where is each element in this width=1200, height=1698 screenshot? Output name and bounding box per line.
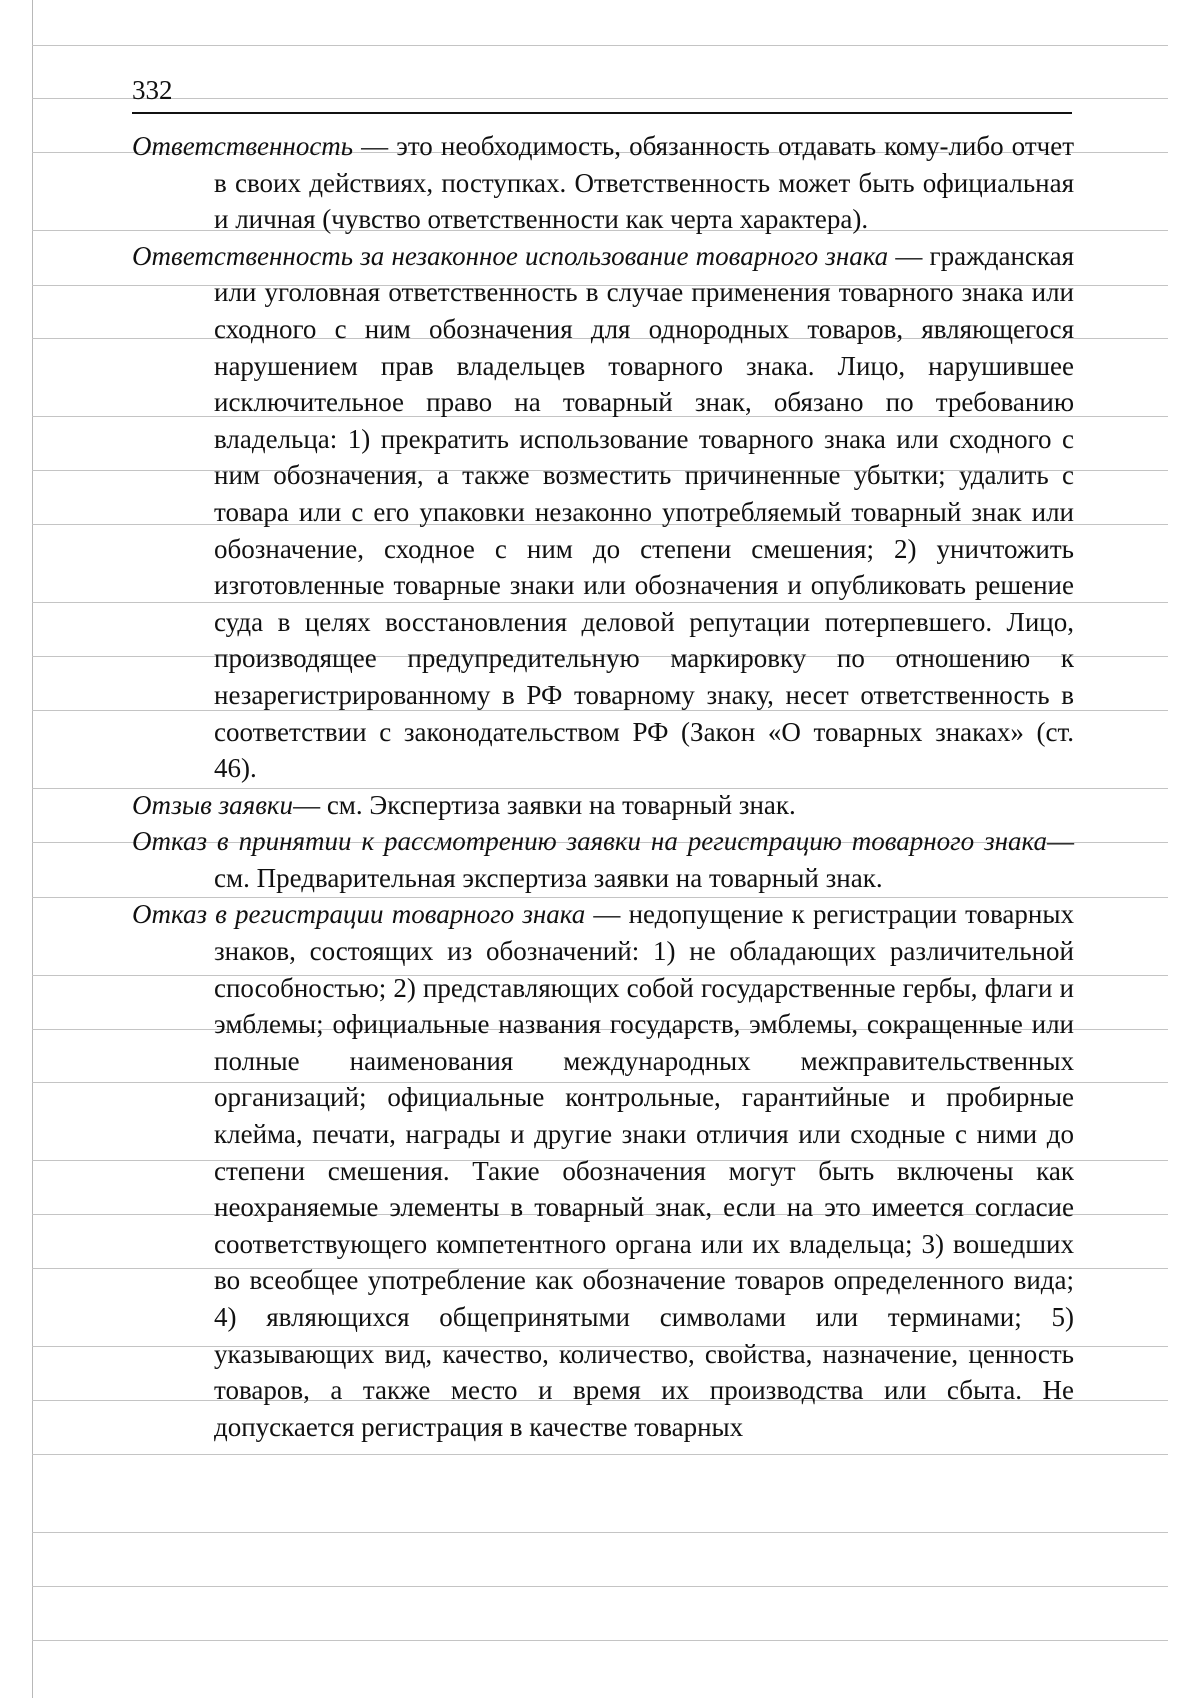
glossary-entry xyxy=(132,787,1074,824)
glossary-entry xyxy=(132,238,1074,787)
page-left-border xyxy=(32,0,33,1698)
entry-term: Ответственность xyxy=(132,131,354,161)
glossary-entry xyxy=(132,896,1074,1445)
entry-definition: — недопущение к регистрации товарных знаков, состоящих из обозначений: 1) не обладающих различительной способностью; 2) представляющих собой государственные гербы, флаги и эмблемы; официальные названия государств, эмблемы, сокращенные или полные наименования международных межправительственных организаций; официальные контрольные, гарантийные и пробирные клейма, печати, награды и другие знаки отличия или сходные с ними до степени смешения. Такие обозначения могут быть включены как неохраняемые элементы в товарный знак, если на это имеется согласие соответствующего компетентного органа или их владельца; 3) вошедших во всеобщее употребление как обозначение товаров определенного вида; 4) являющихся общепринятыми символами или терминами; 5) указывающих вид, качество, количество, свойства, назначение, ценность товаров, а также место и время их производства или сбыта. Не допускается регистрация в качестве товарных xyxy=(214,899,1075,1442)
ruled-line xyxy=(32,1640,1168,1641)
ruled-line xyxy=(32,45,1168,46)
glossary-entry xyxy=(132,823,1074,896)
glossary-entries xyxy=(132,128,1074,1445)
entry-term: Отказ в регистрации товарного знака xyxy=(132,899,586,930)
ruled-line xyxy=(32,1586,1168,1587)
entry-definition: — см. Экспертиза заявки на товарный знак. xyxy=(293,789,796,820)
entry-definition: — гражданская или уголовная ответственность в случае применения товарного знака или сходного с ним обозначения для однородных товаров, являющегося нарушением прав владельцев товарного знака. Лицо, нарушившее исключительное право на товарный знак, обязано по требованию владельца: 1) прекратить использование товарного знака или сходного с ним обозначения, а также возместить причиненные убытки; удалить с товара или с его упаковки незаконно употребляемый товарный знак или обозначение, сходное с ним до степени смешения; 2) уничтожить изготовленные товарные знаки или обозначения и опубликовать решение суда в целях восстановления деловой репутации потерпевшего. Лицо, производящее предупредительную маркировку по отношению к незарегистрированному в РФ товарному знаку, несет ответственность в соответствии с законодательством РФ (Закон «О товарных знаках» (ст. 46). xyxy=(214,240,1074,784)
page-number: 332 xyxy=(132,75,173,105)
entry-term: Ответственность за незаконное использование товарного знака xyxy=(132,240,889,271)
entry-definition: — это необходимость, обязанность отдавать кому-либо отчет в своих действиях, поступках. Ответственность может быть официальная и личная (чувство ответственности как черта характера). xyxy=(214,131,1074,235)
ruled-line xyxy=(32,1454,1168,1455)
ruled-line xyxy=(32,98,1168,99)
entry-term: Отзыв заявки xyxy=(132,789,294,820)
ruled-line xyxy=(32,1532,1168,1533)
entry-definition: — см. Предварительная экспертиза заявки на товарный знак. xyxy=(214,826,1074,893)
header-rule xyxy=(132,112,1072,114)
entry-term: Отказ в принятии к рассмотрению заявки на регистрацию товарного знака xyxy=(132,826,1047,857)
glossary-entry xyxy=(132,128,1074,238)
